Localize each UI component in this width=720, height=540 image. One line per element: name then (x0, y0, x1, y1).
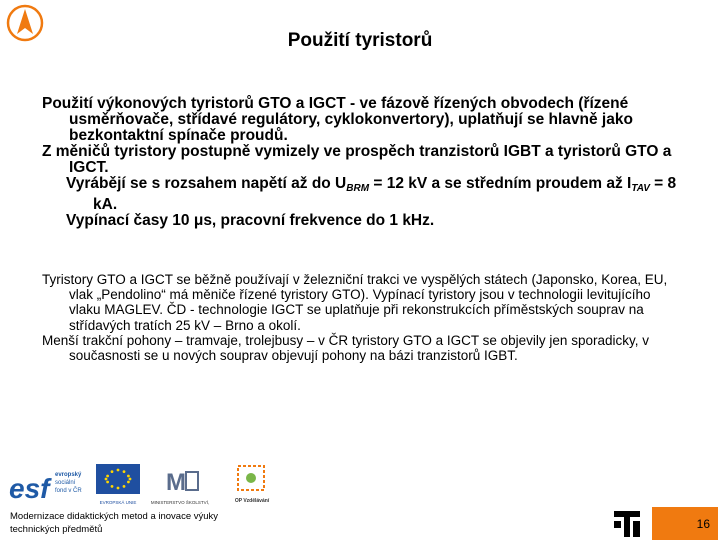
msmt-text: MINISTERSTVO ŠKOLSTVÍ, (150, 500, 210, 505)
main-p4-b: s, pracovní frekvence do 1 kHz. (203, 212, 435, 229)
msmt-logo (148, 462, 212, 508)
main-p3-b: = 12 kV a se středním proudem až I (369, 175, 632, 192)
secondary-text (42, 272, 682, 363)
svg-text:M: M (166, 469, 186, 496)
main-paragraph-3 (42, 176, 682, 213)
main-paragraph-4 (42, 213, 682, 229)
eu-flag-icon (94, 462, 142, 508)
page-number-box (652, 507, 718, 540)
op-text: OP Vzdělávání (234, 498, 270, 504)
eu-logo (94, 462, 142, 508)
esf-logo-icon (8, 462, 86, 508)
msmt-logo-icon (148, 462, 212, 508)
main-p3-sub1: BRM (346, 183, 370, 194)
esf-small-1: evropský (55, 472, 82, 478)
main-paragraph-2: Z měničů tyristory postupně vymizely ve prospěch tranzistorů IGBT a tyristorů GTO a IGCT. (42, 143, 672, 176)
main-p1-lead: Použití výkonových tyristorů GTO a IGCT - (42, 95, 360, 112)
op-logo (228, 462, 276, 508)
secondary-paragraph-2: Menší trakční pohony – tramvaje, trolejbusy – v ČR tyristory GTO a IGCT se objevily jen sporadicky, v současnosti se u nových souprav objevují pohony na bázi tranzistorů IGBT. (42, 332, 649, 364)
main-p3-a: Vyrábějí se s rozsahem napětí až do U (66, 175, 347, 192)
footer-text-line-1: Modernizace didaktických metod a inovace výuky (10, 511, 219, 522)
slide-title: Použití tyristorů (287, 30, 433, 51)
page-number: 16 (696, 517, 710, 531)
main-p3-c: = 8 kA. (93, 175, 677, 213)
institution-mark-icon (614, 511, 640, 537)
footer-text-line-2: technických předmětů (10, 524, 103, 535)
secondary-paragraph-1: Tyristory GTO a IGCT se běžně používají v železniční trakci ve vyspělých státech (Japonsko, Korea, EU, vlak „Pendolino“ má měniče řízené tyristory GTO). Vypínací tyristory jsou v technologii levitujícího vlaku MAGLEV. ČD - technologie IGCT se uplatňuje při rekonstrukcích příměstských souprav na střídavých tratích 25 kV – Brno a okolí. (42, 272, 668, 333)
main-p3-sub2: TAV (631, 183, 650, 194)
main-p4-a: Vypínací časy 10 (66, 212, 194, 229)
op-logo-icon (228, 462, 276, 508)
esf-small-2: sociální (55, 480, 76, 486)
esf-text: esf (9, 473, 50, 504)
main-p4-mu: μ (193, 212, 204, 229)
esf-logo (8, 462, 86, 508)
main-paragraph-1 (42, 96, 682, 144)
main-p1-rest: ve fázově řízených obvodech (řízené usměrňovače, střídavé regulátory, cyklokonvertory), uplatňují se hlavně jako bezkontaktní spínače proudů. (69, 95, 633, 144)
footer-text (10, 510, 270, 536)
main-text (42, 96, 682, 229)
esf-small-3: fond v ČR (55, 488, 82, 494)
eu-text: EVROPSKÁ UNIE (99, 500, 137, 505)
